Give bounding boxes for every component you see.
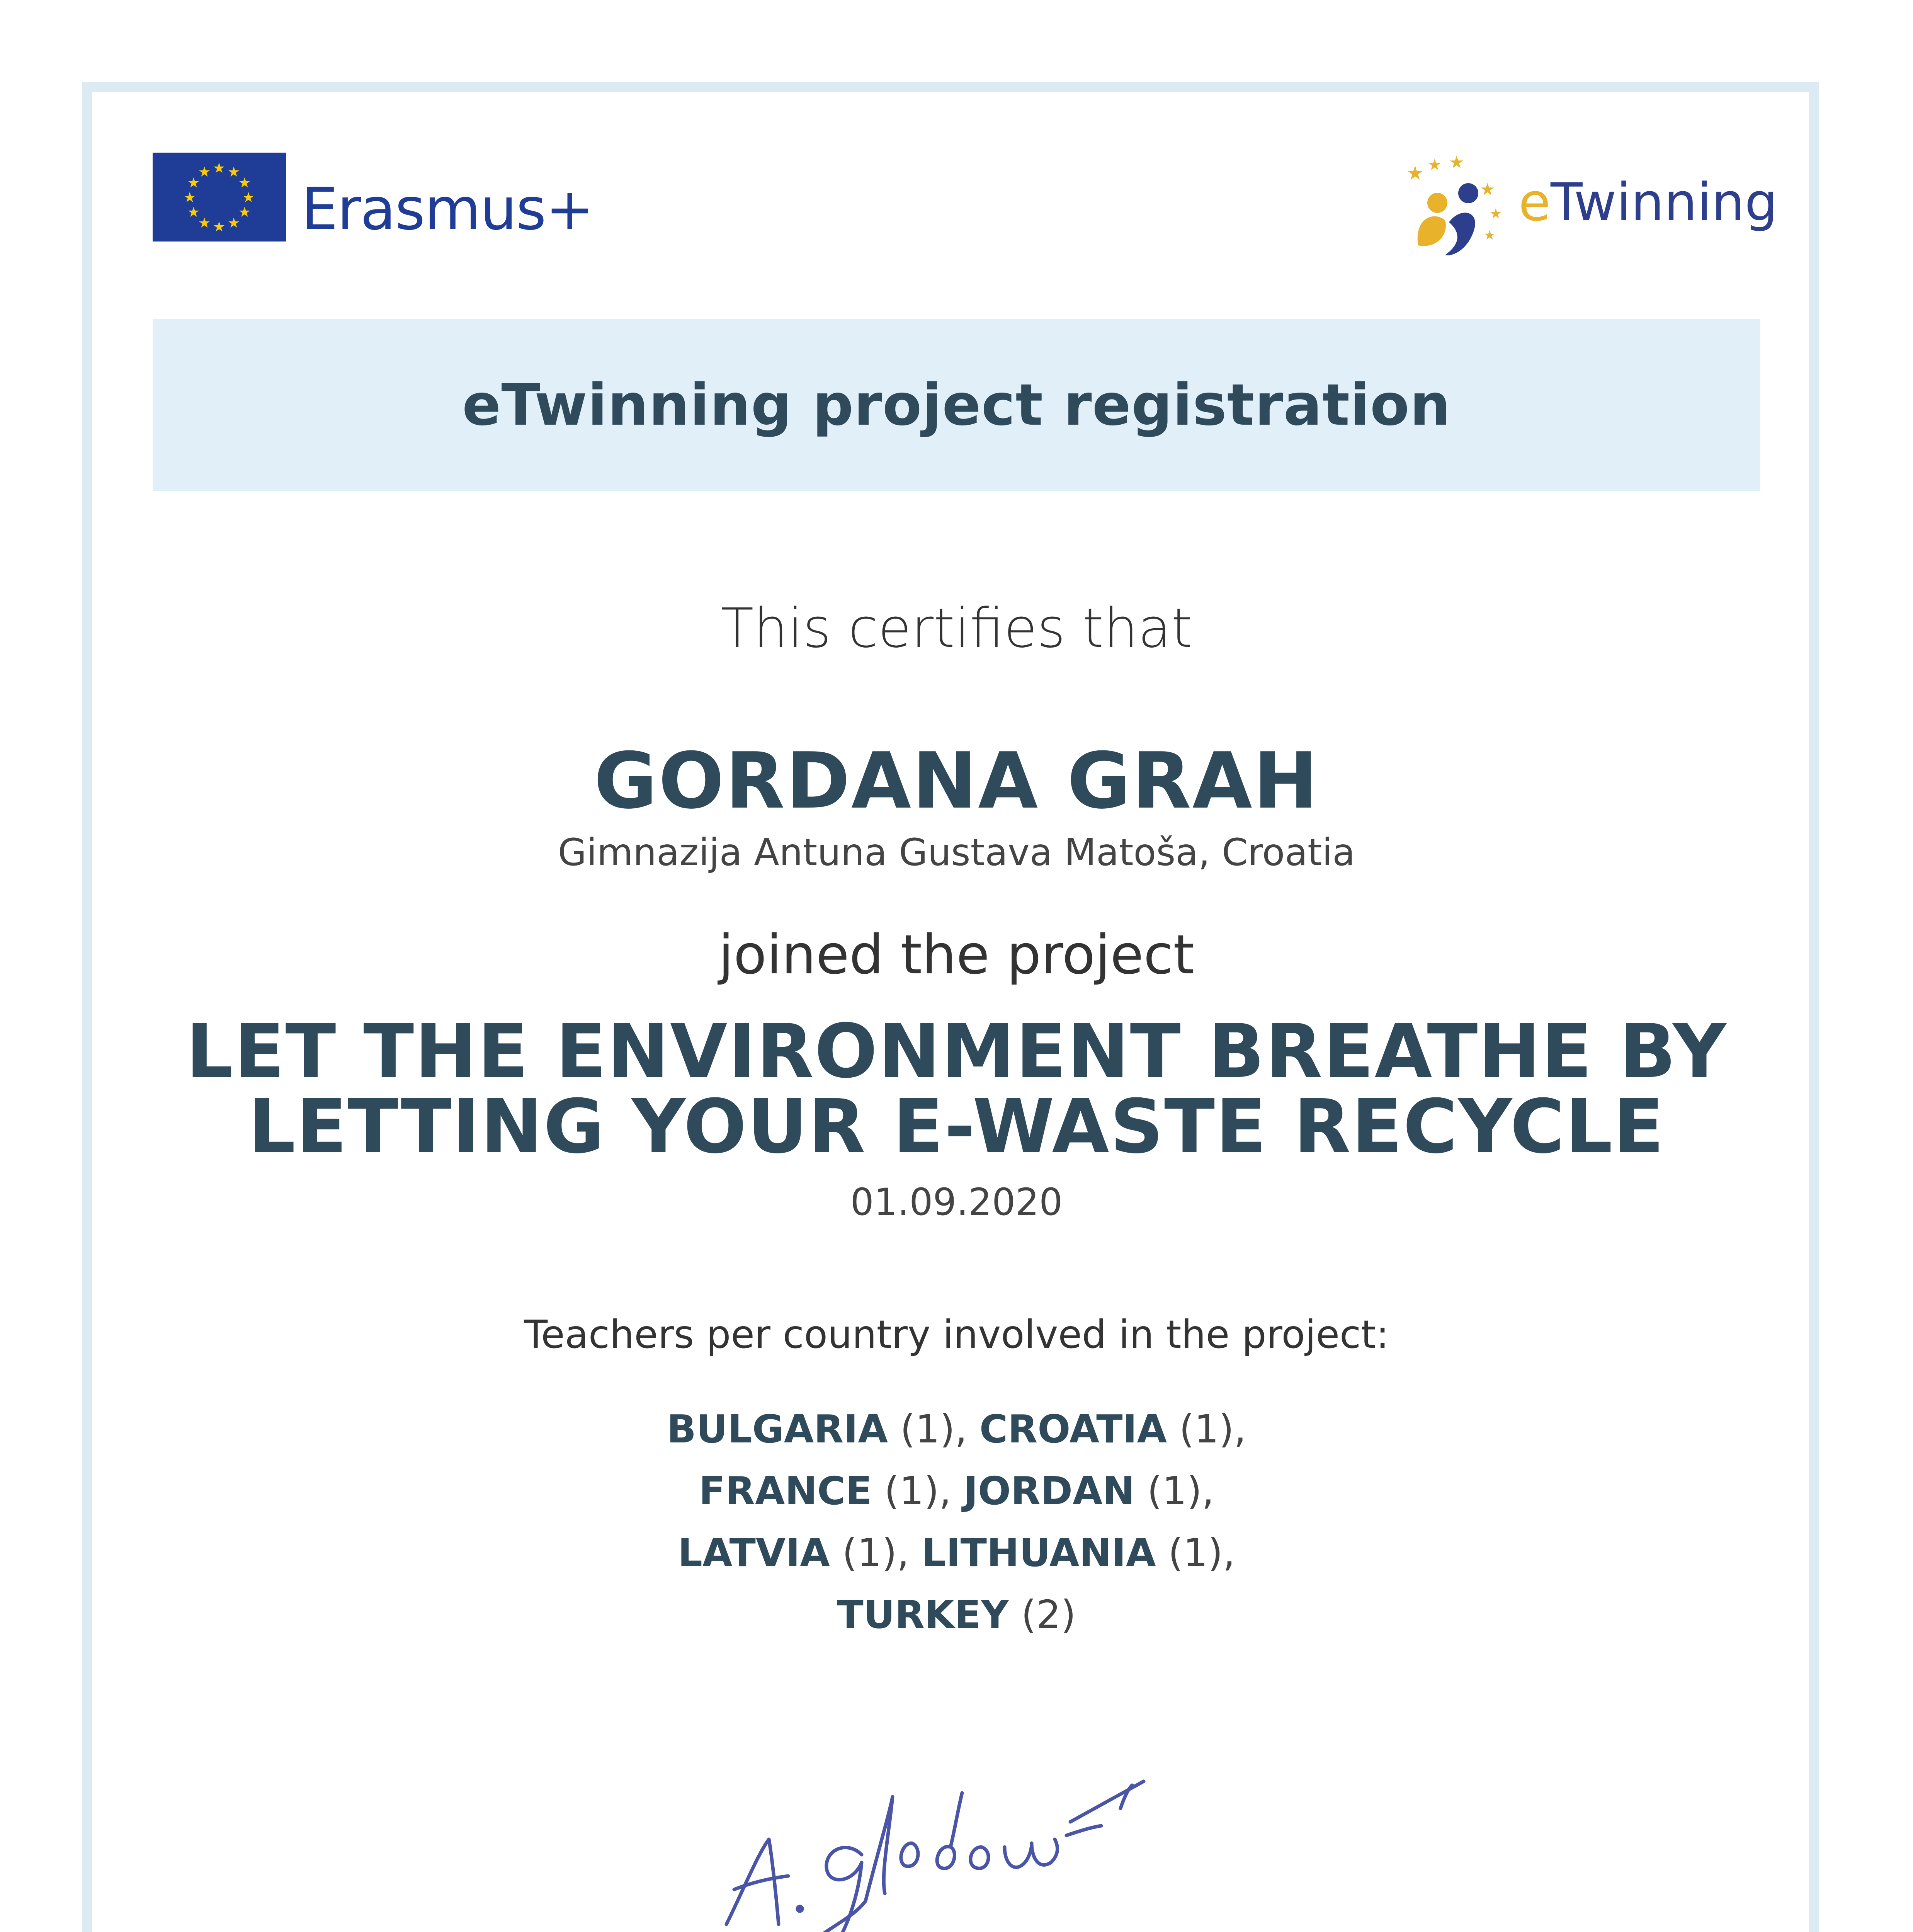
- svg-text:★: ★: [187, 175, 200, 191]
- svg-text:★: ★: [213, 219, 226, 235]
- svg-text:★: ★: [198, 215, 211, 231]
- country-list-line: [0, 1592, 1913, 1637]
- teachers-label: Teachers per country involved in the project:: [524, 1312, 1389, 1357]
- svg-text:★: ★: [227, 164, 240, 180]
- svg-text:★: ★: [1484, 228, 1496, 243]
- etwinning-figures-icon: [1391, 153, 1515, 269]
- country-count: (1),: [884, 1468, 951, 1514]
- country-name: LATVIA: [678, 1530, 830, 1575]
- svg-text:★: ★: [227, 215, 240, 231]
- svg-text:★: ★: [1406, 162, 1424, 184]
- svg-text:★: ★: [183, 190, 196, 206]
- signature-image: [711, 1739, 1206, 1932]
- country-list-line: [0, 1530, 1913, 1575]
- svg-text:★: ★: [1490, 206, 1502, 222]
- country-count: (1),: [900, 1406, 968, 1452]
- joined-text: joined the project: [718, 923, 1195, 986]
- country-list-line: [0, 1468, 1913, 1514]
- svg-text:★: ★: [1428, 156, 1442, 174]
- etwinning-wordmark: eTwinning: [1518, 172, 1778, 233]
- country-count: (1),: [1147, 1468, 1214, 1514]
- country-count: (2): [1021, 1592, 1076, 1637]
- country-count: (1),: [1179, 1406, 1246, 1452]
- country-count: (1),: [842, 1530, 910, 1575]
- project-date: 01.09.2020: [850, 1180, 1063, 1224]
- eu-flag-icon: [153, 153, 286, 242]
- project-title-line1: LET THE ENVIRONMENT BREATHE BY: [186, 1009, 1727, 1095]
- country-name: LITHUANIA: [921, 1530, 1156, 1575]
- country-name: FRANCE: [699, 1468, 872, 1514]
- country-list-line: [0, 1406, 1913, 1452]
- svg-text:★: ★: [1449, 153, 1464, 172]
- recipient-school: Gimnazija Antuna Gustava Matoša, Croatia: [558, 831, 1355, 874]
- country-name: CROATIA: [979, 1406, 1167, 1452]
- recipient-name: GORDANA GRAH: [593, 736, 1320, 826]
- svg-text:★: ★: [187, 204, 200, 220]
- country-name: JORDAN: [963, 1468, 1135, 1514]
- country-name: TURKEY: [837, 1592, 1009, 1637]
- title-band: [153, 319, 1760, 491]
- country-name: BULGARIA: [667, 1406, 888, 1452]
- certifies-text: This certifies that: [720, 597, 1193, 660]
- erasmus-wordmark: Erasmus+: [301, 176, 593, 243]
- svg-text:★: ★: [238, 204, 251, 220]
- svg-text:★: ★: [1480, 180, 1495, 199]
- project-title-line2: LETTING YOUR E-WASTE RECYCLE: [248, 1084, 1665, 1170]
- etwinning-logo: [1391, 153, 1778, 269]
- svg-text:★: ★: [242, 190, 255, 206]
- page-title: eTwinning project registration: [462, 371, 1451, 438]
- svg-text:★: ★: [238, 175, 251, 191]
- country-count: (1),: [1168, 1530, 1235, 1575]
- svg-text:★: ★: [213, 160, 226, 176]
- erasmus-logo: [153, 153, 593, 243]
- svg-text:★: ★: [198, 164, 211, 180]
